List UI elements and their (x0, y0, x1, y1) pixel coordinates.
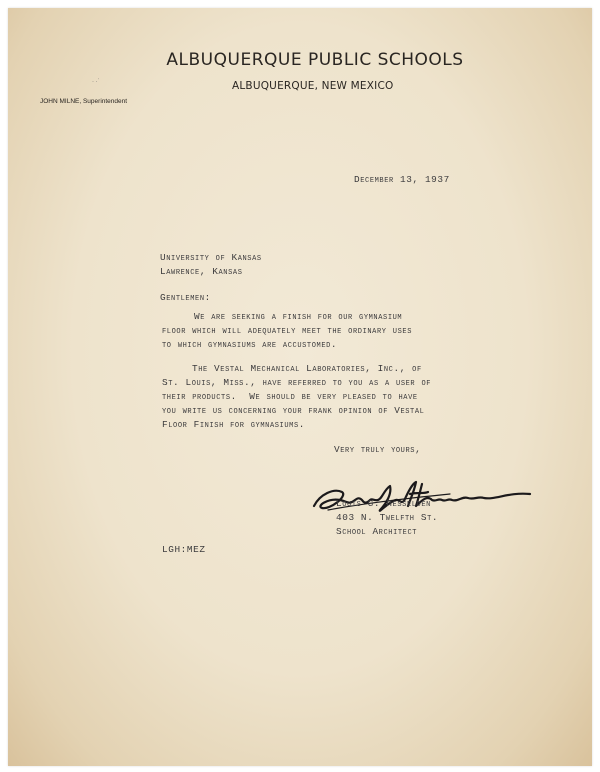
signer-name: Louis G. Hesselden (336, 498, 431, 509)
body-paragraph-2-line-4: you write us concerning your frank opinion of Vestal (162, 405, 425, 416)
body-paragraph-2-line-5: Floor Finish for gymnasiums. (162, 419, 305, 430)
body-paragraph-2-line-3: their products. We should be very pleased to have (162, 391, 418, 402)
body-paragraph-1-line-3: to which gymnasiums are accustomed. (162, 339, 338, 350)
salutation: Gentlemen: (160, 292, 211, 303)
body-paragraph-1-line-1: We are seeking a finish for our gymnasium (194, 311, 403, 322)
signer-address: 403 N. Twelfth St. (336, 512, 439, 523)
letterhead-city: ALBUQUERQUE, NEW MEXICO (232, 80, 394, 92)
signer-title: School Architect (336, 526, 418, 537)
superintendent-line: JOHN MILNE, Superintendent (40, 98, 128, 105)
closing: Very truly yours, (334, 444, 422, 455)
recipient-line-1: University of Kansas (160, 252, 262, 263)
letter-date: December 13, 1937 (354, 174, 450, 185)
body-paragraph-1-line-2: floor which will adequately meet the ordinary uses (162, 325, 413, 336)
typist-initials: LGH:MEZ (162, 544, 206, 555)
body-paragraph-2-line-2: St. Louis, Miss., have referred to you as a user of (162, 377, 432, 388)
decorative-marks: · ·˙ (92, 79, 100, 85)
body-paragraph-2-line-1: The Vestal Mechanical Laboratories, Inc., of (192, 363, 422, 374)
letterhead-title: ALBUQUERQUE PUBLIC SCHOOLS (166, 50, 464, 70)
recipient-line-2: Lawrence, Kansas (160, 266, 243, 277)
